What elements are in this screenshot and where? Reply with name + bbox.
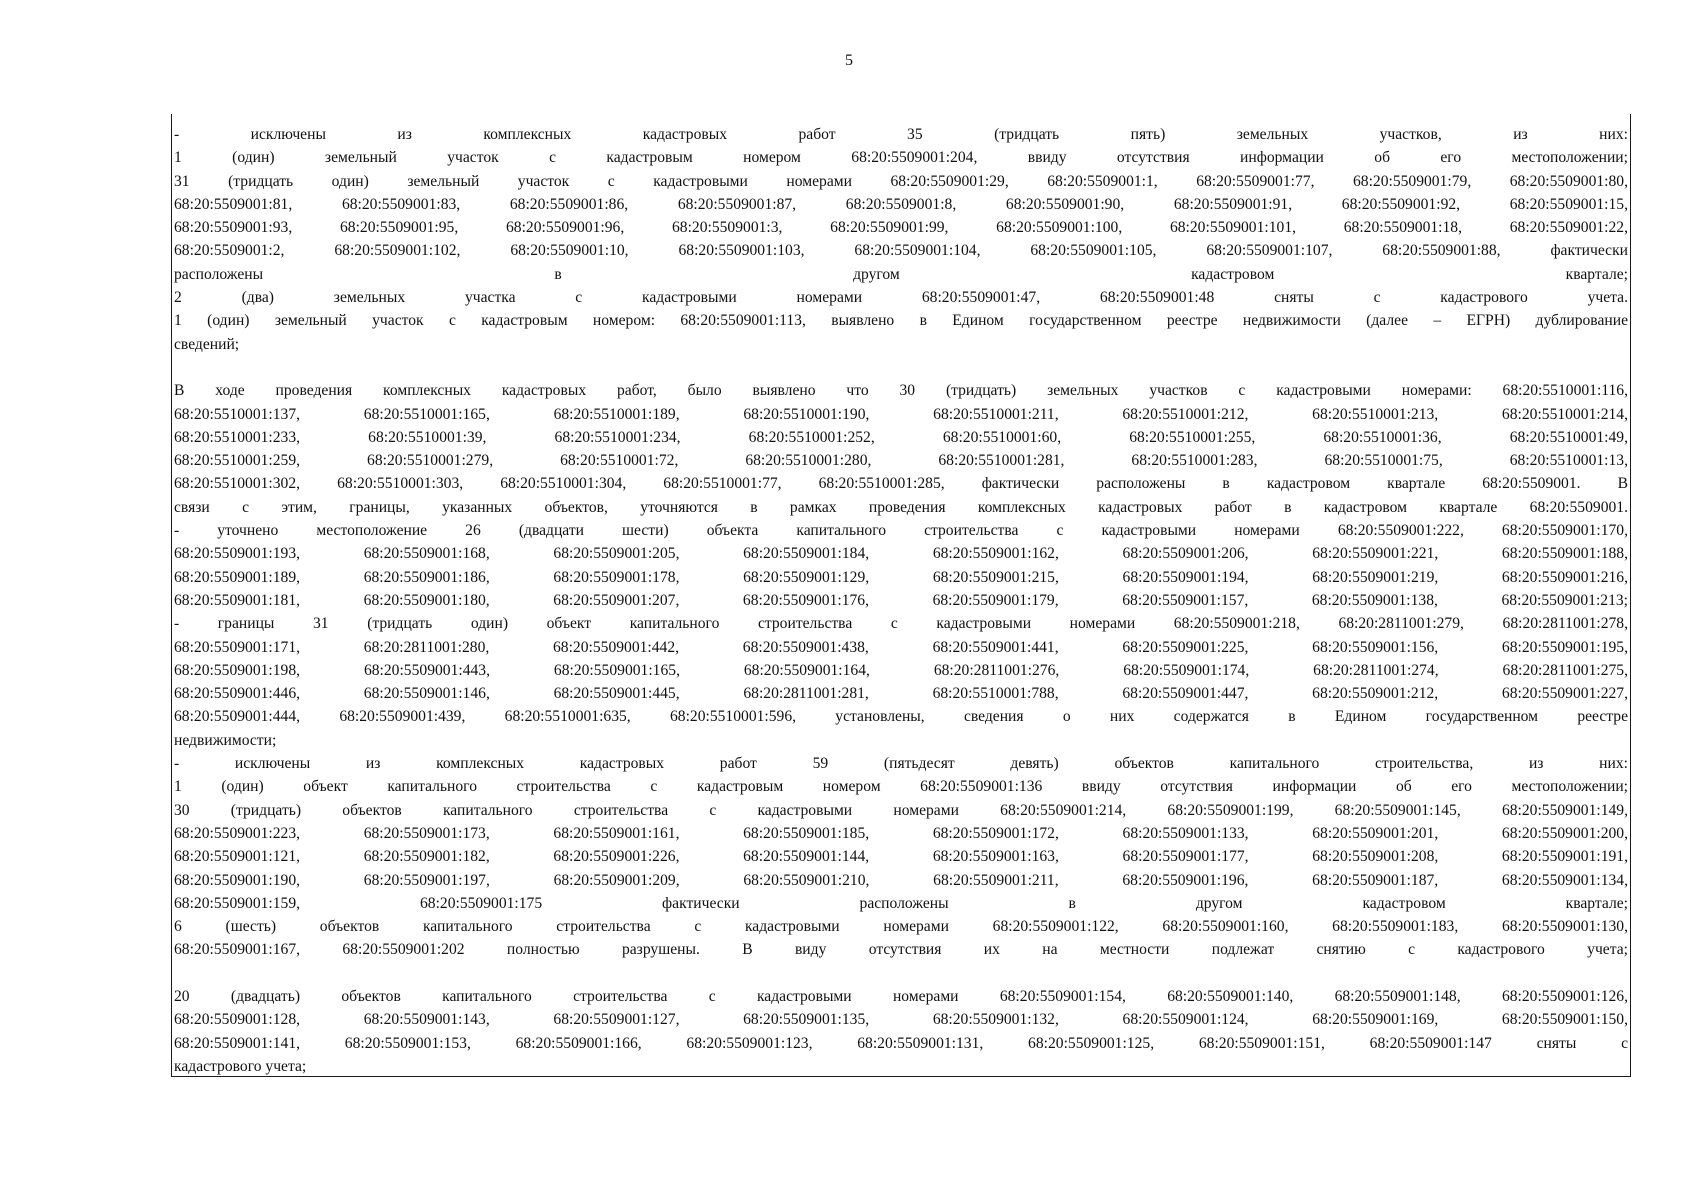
- document-text-line: 68:20:5509001:446, 68:20:5509001:146, 68:20:5509001:445, 68:20:2811001:281, 68:20:5510001:788, 68:20:5509001:447, 68:20:5509001:212, 68:20:5509001:227,: [174, 685, 1628, 703]
- document-text-line: 68:20:5509001:2, 68:20:5509001:102, 68:20:5509001:10, 68:20:5509001:103, 68:20:5509001:104, 68:20:5509001:105, 68:20:5509001:107, 68:20:5509001:88, фактически: [174, 242, 1628, 260]
- document-text-line: 68:20:5509001:223, 68:20:5509001:173, 68:20:5509001:161, 68:20:5509001:185, 68:20:5509001:172, 68:20:5509001:133, 68:20:5509001:201, 68:20:5509001:200,: [174, 824, 1628, 842]
- document-text-line: связи с этим, границы, указанных объектов, уточняются в рамках проведения комплексных кадастровых работ в кадастровом квартале 68:20:5509001.: [174, 498, 1628, 516]
- document-text-line: - границы 31 (тридцать один) объект капитального строительства с кадастровыми номерами 68:20:5509001:218, 68:20:2811001:279, 68:20:2811001:278,: [174, 615, 1628, 633]
- document-text-line: 30 (тридцать) объектов капитального строительства с кадастровыми номерами 68:20:5509001:214, 68:20:5509001:199, 68:20:5509001:145, 68:20:5509001:149,: [174, 801, 1628, 819]
- document-text-line: 68:20:5510001:302, 68:20:5510001:303, 68:20:5510001:304, 68:20:5510001:77, 68:20:5510001:285, фактически расположены в кадастровом квартале 68:20:5509001. В: [174, 475, 1628, 493]
- document-text-line: кадастрового учета;: [174, 1057, 307, 1075]
- document-text-line: 68:20:5509001:189, 68:20:5509001:186, 68:20:5509001:178, 68:20:5509001:129, 68:20:5509001:215, 68:20:5509001:194, 68:20:5509001:219, 68:20:5509001:216,: [174, 568, 1628, 586]
- document-text-line: 68:20:5509001:141, 68:20:5509001:153, 68:20:5509001:166, 68:20:5509001:123, 68:20:5509001:131, 68:20:5509001:125, 68:20:5509001:151, 68:20:5509001:147 сняты с: [174, 1034, 1628, 1052]
- document-text-line: - исключены из комплексных кадастровых работ 35 (тридцать пять) земельных участков, из них:: [174, 126, 1628, 143]
- document-text-line: расположены в другом кадастровом квартале;: [174, 265, 1628, 283]
- document-text-line: 6 (шесть) объектов капитального строительства с кадастровыми номерами 68:20:5509001:122, 68:20:5509001:160, 68:20:5509001:183, 68:20:5509001:130,: [174, 918, 1628, 936]
- document-text-line: 68:20:5510001:259, 68:20:5510001:279, 68:20:5510001:72, 68:20:5510001:280, 68:20:5510001:281, 68:20:5510001:283, 68:20:5510001:75, 68:20:5510001:13,: [174, 452, 1628, 470]
- document-text-line: 68:20:5509001:81, 68:20:5509001:83, 68:20:5509001:86, 68:20:5509001:87, 68:20:5509001:8, 68:20:5509001:90, 68:20:5509001:91, 68:20:5509001:92, 68:20:5509001:15,: [174, 195, 1628, 213]
- document-text-line: 68:20:5510001:137, 68:20:5510001:165, 68:20:5510001:189, 68:20:5510001:190, 68:20:5510001:211, 68:20:5510001:212, 68:20:5510001:213, 68:20:5510001:214,: [174, 405, 1628, 423]
- document-text-line: 68:20:5509001:121, 68:20:5509001:182, 68:20:5509001:226, 68:20:5509001:144, 68:20:5509001:163, 68:20:5509001:177, 68:20:5509001:208, 68:20:5509001:191,: [174, 848, 1628, 866]
- blank-line: [174, 356, 1628, 379]
- document-text-line: 68:20:5509001:190, 68:20:5509001:197, 68:20:5509001:209, 68:20:5509001:210, 68:20:5509001:211, 68:20:5509001:196, 68:20:5509001:187, 68:20:5509001:134,: [174, 871, 1628, 889]
- document-text-line: сведений;: [174, 335, 240, 353]
- document-body: [172, 114, 1630, 1077]
- page-number: 5: [845, 52, 853, 69]
- document-text-line: 1 (один) земельный участок с кадастровым номером 68:20:5509001:204, ввиду отсутствия информации об его местоположении;: [174, 149, 1628, 167]
- document-text-line: 68:20:5509001:128, 68:20:5509001:143, 68:20:5509001:127, 68:20:5509001:135, 68:20:5509001:132, 68:20:5509001:124, 68:20:5509001:169, 68:20:5509001:150,: [174, 1011, 1628, 1029]
- document-text-line: 68:20:5509001:198, 68:20:5509001:443, 68:20:5509001:165, 68:20:5509001:164, 68:20:2811001:276, 68:20:5509001:174, 68:20:2811001:274, 68:20:2811001:275,: [174, 661, 1628, 679]
- document-text-line: 20 (двадцать) объектов капитального строительства с кадастровыми номерами 68:20:5509001:154, 68:20:5509001:140, 68:20:5509001:148, 68:20:5509001:126,: [174, 987, 1628, 1005]
- document-text-line: 68:20:5509001:444, 68:20:5509001:439, 68:20:5510001:635, 68:20:5510001:596, установлены, сведения о них содержатся в Едином государственном реестре: [174, 708, 1628, 726]
- document-text-line: 68:20:5509001:93, 68:20:5509001:95, 68:20:5509001:96, 68:20:5509001:3, 68:20:5509001:99, 68:20:5509001:100, 68:20:5509001:101, 68:20:5509001:18, 68:20:5509001:22,: [174, 219, 1628, 237]
- document-text-line: 1 (один) земельный участок с кадастровым номером: 68:20:5509001:113, выявлено в Едином государственном реестре недвижимости (далее – ЕГРН) дублирование: [174, 312, 1628, 330]
- document-text-line: 1 (один) объект капитального строительства с кадастровым номером 68:20:5509001:136 ввиду отсутствия информации об его местоположении;: [174, 778, 1628, 796]
- blank-line: [174, 962, 1628, 985]
- document-text-line: недвижимости;: [174, 731, 277, 749]
- document-text-line: 68:20:5509001:159, 68:20:5509001:175 фактически расположены в другом кадастровом квартале;: [174, 894, 1628, 912]
- document-text-line: 68:20:5509001:171, 68:20:2811001:280, 68:20:5509001:442, 68:20:5509001:438, 68:20:5509001:441, 68:20:5509001:225, 68:20:5509001:156, 68:20:5509001:195,: [174, 638, 1628, 656]
- document-text-line: - исключены из комплексных кадастровых работ 59 (пятьдесят девять) объектов капитального строительства, из них:: [174, 755, 1628, 773]
- document-frame: [171, 114, 1631, 1077]
- document-text-line: 68:20:5510001:233, 68:20:5510001:39, 68:20:5510001:234, 68:20:5510001:252, 68:20:5510001:60, 68:20:5510001:255, 68:20:5510001:36, 68:20:5510001:49,: [174, 428, 1628, 446]
- document-text-line: - уточнено местоположение 26 (двадцати шести) объекта капитального строительства с кадастровыми номерами 68:20:5509001:222, 68:20:5509001:170,: [174, 522, 1628, 540]
- document-text-line: 68:20:5509001:181, 68:20:5509001:180, 68:20:5509001:207, 68:20:5509001:176, 68:20:5509001:179, 68:20:5509001:157, 68:20:5509001:138, 68:20:5509001:213;: [174, 591, 1628, 609]
- document-text-line: 68:20:5509001:193, 68:20:5509001:168, 68:20:5509001:205, 68:20:5509001:184, 68:20:5509001:162, 68:20:5509001:206, 68:20:5509001:221, 68:20:5509001:188,: [174, 545, 1628, 563]
- document-text-line: 68:20:5509001:167, 68:20:5509001:202 полностью разрушены. В виду отсутствия их на местности подлежат снятию с кадастрового учета;: [174, 941, 1628, 959]
- document-text-line: 2 (два) земельных участка с кадастровыми номерами 68:20:5509001:47, 68:20:5509001:48 сняты с кадастрового учета.: [174, 289, 1628, 307]
- document-text-line: 31 (тридцать один) земельный участок с кадастровыми номерами 68:20:5509001:29, 68:20:5509001:1, 68:20:5509001:77, 68:20:5509001:79, 68:20:5509001:80,: [174, 172, 1628, 190]
- document-text-line: В ходе проведения комплексных кадастровых работ, было выявлено что 30 (тридцать) земельных участков с кадастровыми номерами: 68:20:5510001:116,: [174, 382, 1628, 400]
